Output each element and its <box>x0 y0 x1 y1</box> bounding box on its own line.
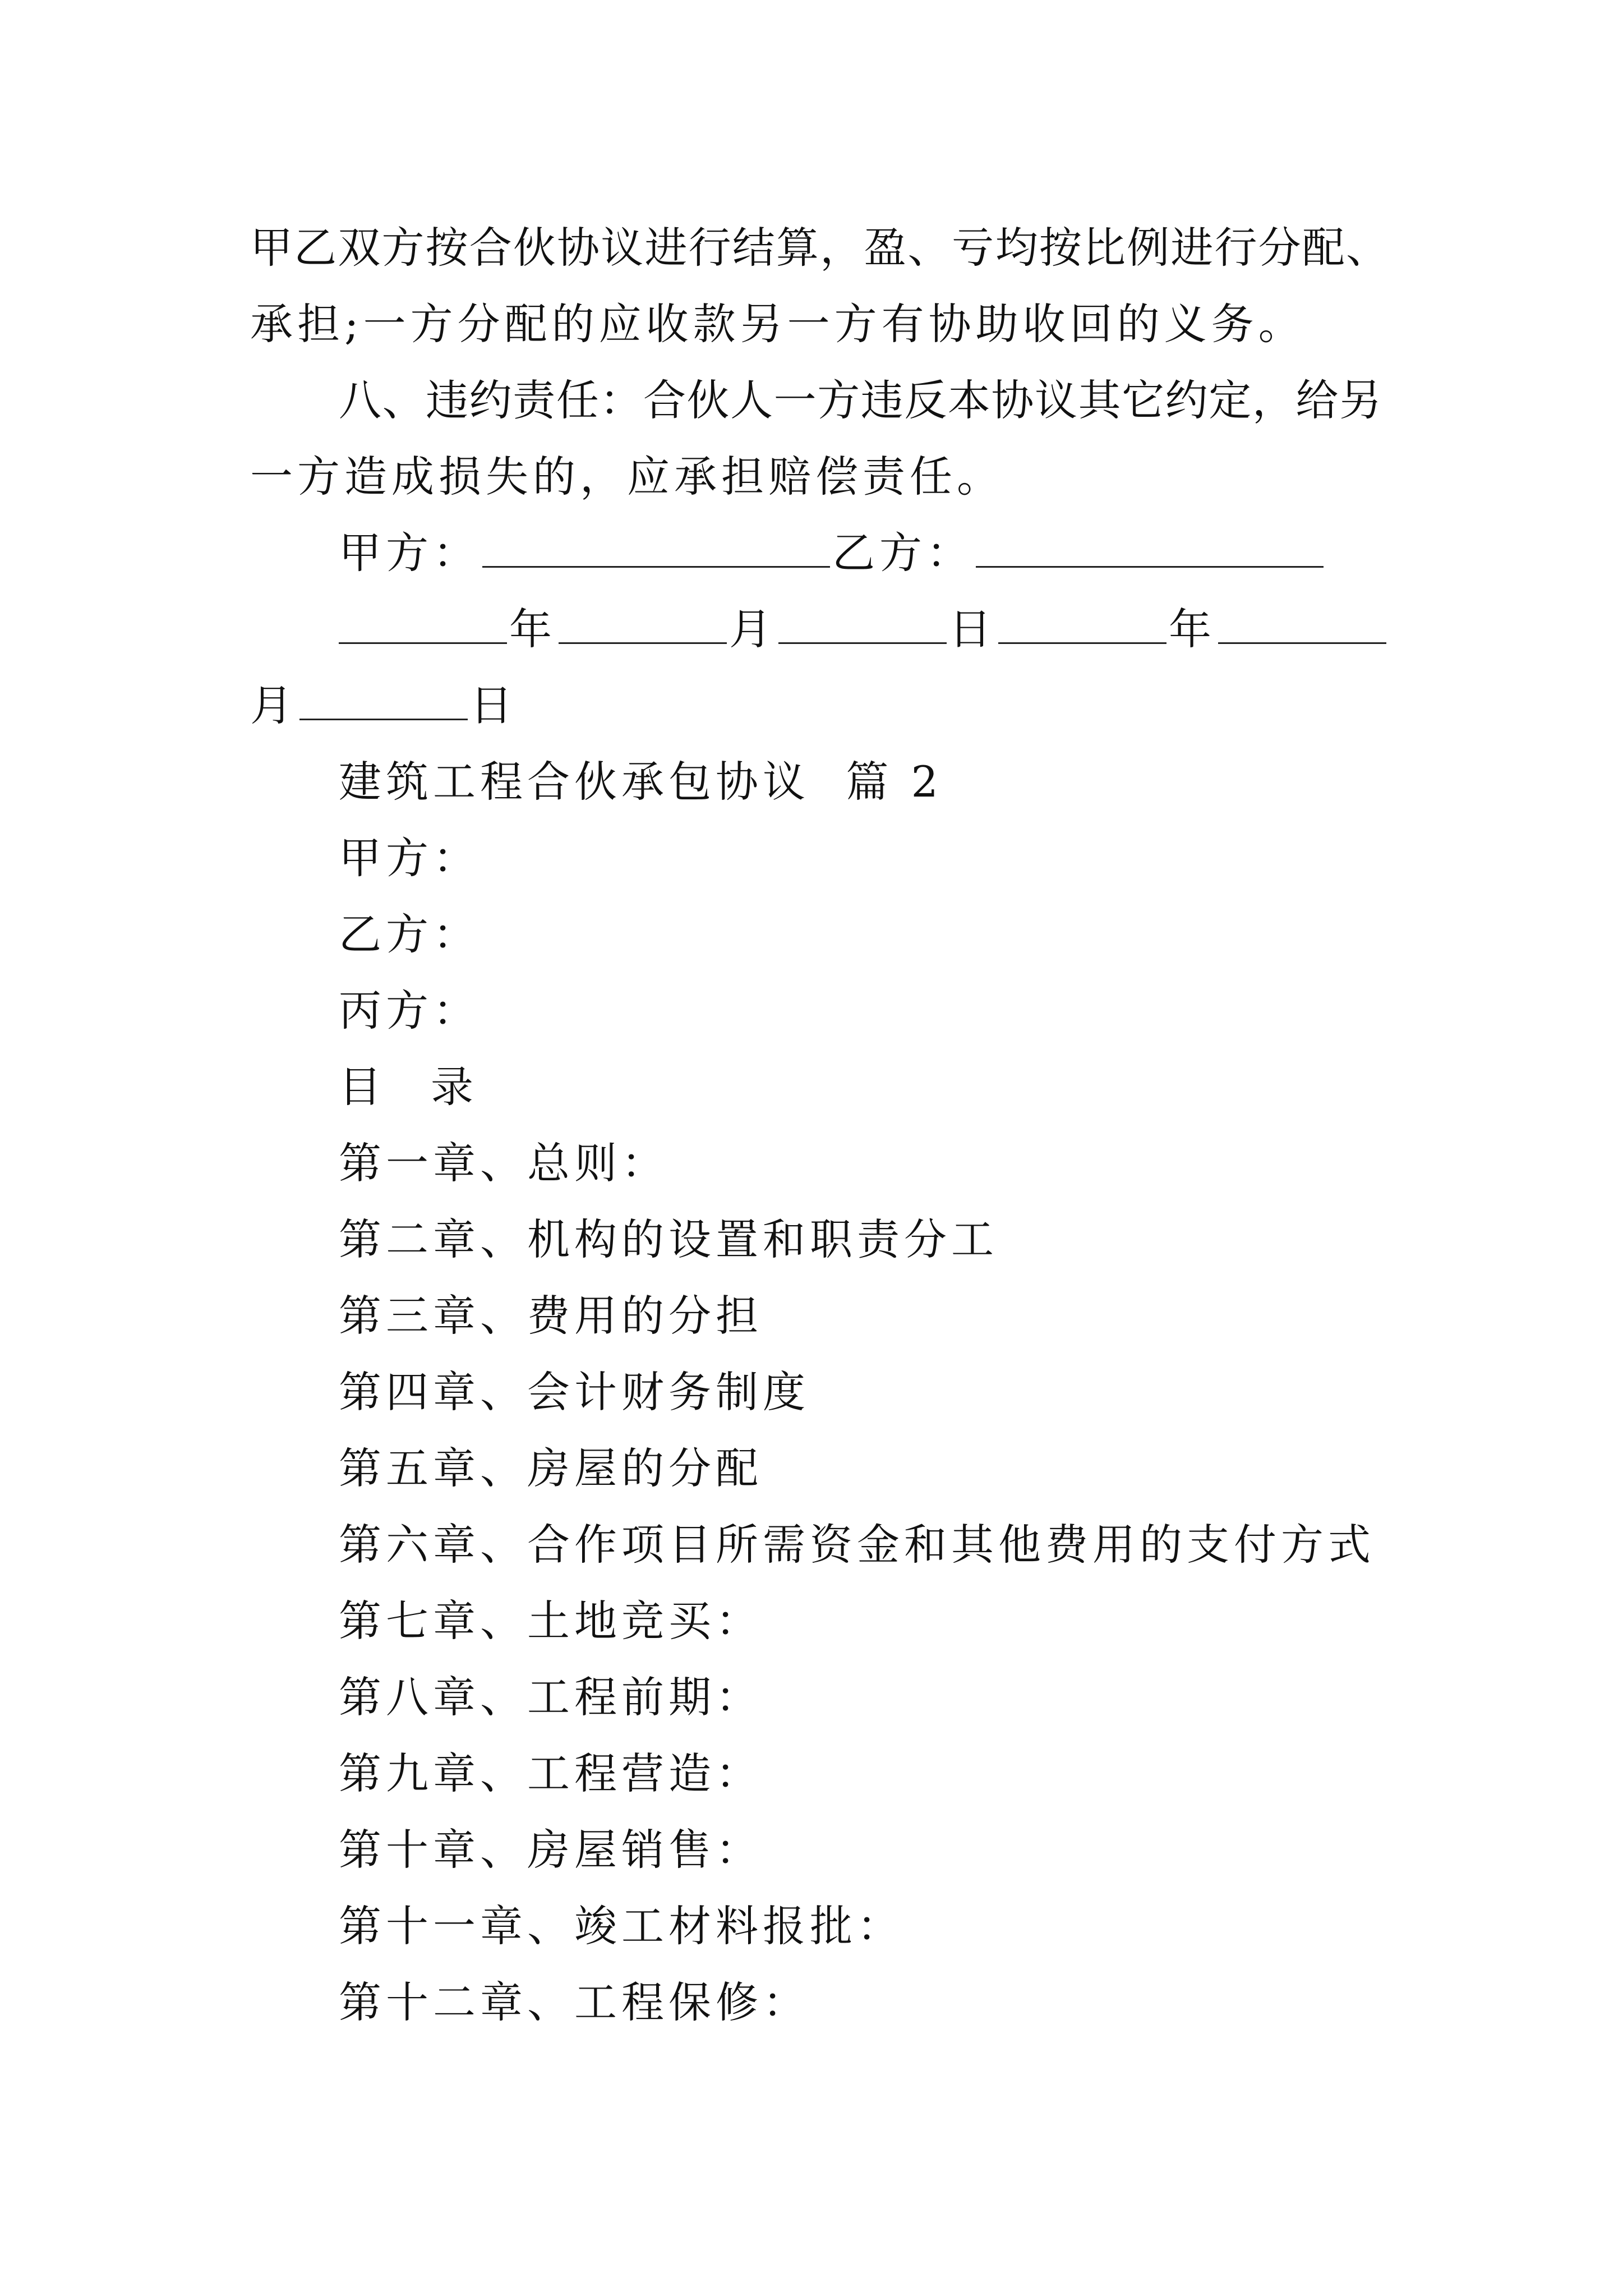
toc-title: 目 录 <box>339 1062 478 1112</box>
day-blank[interactable] <box>778 604 947 644</box>
day-blank-2[interactable] <box>299 680 468 720</box>
date-line <box>339 601 1389 657</box>
date-line-continued <box>250 678 517 734</box>
year-label: 年 <box>509 604 556 654</box>
party-b-sign-label: 乙方： <box>832 528 974 578</box>
signature-line <box>339 525 1326 581</box>
paragraph-line: 承担;一方分配的应收款另一方有协助收回的义务。 <box>250 299 1306 349</box>
party-b-sign-blank[interactable] <box>976 528 1324 568</box>
paragraph-line: 八、违约责任：合伙人一方违反本协议其它约定，给另 <box>339 375 1382 425</box>
toc-item: 第七章、土地竞买： <box>339 1596 763 1646</box>
toc-item: 第一章、总则： <box>339 1138 668 1188</box>
toc-item: 第三章、费用的分担 <box>339 1291 763 1341</box>
year-label-2: 年 <box>1169 604 1216 654</box>
section-title: 建筑工程合伙承包协议 篇 2 <box>339 757 943 807</box>
paragraph-line: 甲乙双方按合伙协议进行结算，盈、亏均按比例进行分配、 <box>250 223 1389 273</box>
paragraph-line: 一方造成损失的，应承担赔偿责任。 <box>250 452 1004 501</box>
toc-item: 第九章、工程营造： <box>339 1749 763 1798</box>
party-b-label: 乙方： <box>339 909 480 959</box>
month-label: 月 <box>729 604 776 654</box>
party-c-label: 丙方： <box>339 986 480 1036</box>
party-a-label: 甲方： <box>339 833 480 883</box>
month-label-2: 月 <box>250 680 297 730</box>
party-a-sign-blank[interactable] <box>482 528 830 568</box>
day-label-2: 日 <box>470 680 517 730</box>
toc-item: 第十一章、竣工材料报批： <box>339 1901 904 1951</box>
toc-item: 第二章、机构的设置和职责分工 <box>339 1214 998 1264</box>
party-a-sign-label: 甲方： <box>339 528 480 578</box>
toc-item: 第十章、房屋销售： <box>339 1825 763 1875</box>
toc-item: 第十二章、工程保修： <box>339 1977 810 2027</box>
month-blank-2[interactable] <box>1218 604 1386 644</box>
toc-item: 第五章、房屋的分配 <box>339 1443 763 1493</box>
day-label: 日 <box>949 604 996 654</box>
year-blank[interactable] <box>339 604 507 644</box>
toc-item: 第六章、合作项目所需资金和其他费用的支付方式 <box>339 1520 1375 1570</box>
toc-item: 第八章、工程前期： <box>339 1672 763 1722</box>
month-blank[interactable] <box>559 604 727 644</box>
year-blank-2[interactable] <box>998 604 1166 644</box>
toc-item: 第四章、会计财务制度 <box>339 1367 810 1417</box>
